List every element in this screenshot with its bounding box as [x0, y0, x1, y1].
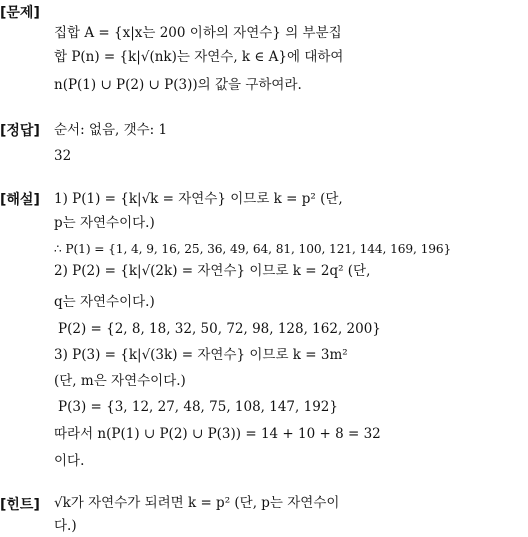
hint-label: [힌트] — [0, 497, 40, 513]
problem-line-2: 합 P(n) = {k|√(nk)는 자연수, k ∈ A}에 대하여 — [54, 49, 344, 65]
answer-line-2: 32 — [54, 148, 72, 164]
problem-line-3: n(P(1) ∪ P(2) ∪ P(3))의 값을 구하여라. — [54, 77, 302, 93]
hint-line-1: √k가 자연수가 되려면 k = p² (단, p는 자연수이 — [54, 495, 340, 511]
solution-line-10: 따라서 n(P(1) ∪ P(2) ∪ P(3)) = 14 + 10 + 8 = 32 — [54, 426, 381, 442]
solution-line-4: 2) P(2) = {k|√(2k) = 자연수} 이므로 k = 2q² (단, — [54, 263, 371, 279]
solution-line-7: 3) P(3) = {k|√(3k) = 자연수} 이므로 k = 3m² — [54, 347, 348, 363]
solution-line-1: 1) P(1) = {k|√k = 자연수} 이므로 k = p² (단, — [54, 191, 343, 207]
solution-line-3: ∴ P(1) = {1, 4, 9, 16, 25, 36, 49, 64, 81, 100, 121, 144, 169, 196} — [54, 242, 452, 256]
answer-line-1: 순서: 없음, 갯수: 1 — [54, 122, 168, 138]
solution-line-2: p는 자연수이다.) — [54, 215, 155, 231]
hint-line-2: 다.) — [54, 518, 77, 534]
solution-line-6: P(2) = {2, 8, 18, 32, 50, 72, 98, 128, 162, 200} — [58, 321, 381, 337]
solution-line-8: (단, m은 자연수이다.) — [54, 373, 186, 389]
solution-line-11: 이다. — [54, 453, 85, 469]
solution-line-5: q는 자연수이다.) — [54, 294, 155, 310]
problem-line-1: 집합 A = {x|x는 200 이하의 자연수} 의 부분집 — [54, 25, 342, 41]
solution-line-9: P(3) = {3, 12, 27, 48, 75, 108, 147, 192} — [58, 399, 338, 415]
solution-label: [해설] — [0, 192, 40, 208]
answer-label: [정답] — [0, 123, 40, 139]
problem-label: [문제] — [0, 5, 40, 21]
